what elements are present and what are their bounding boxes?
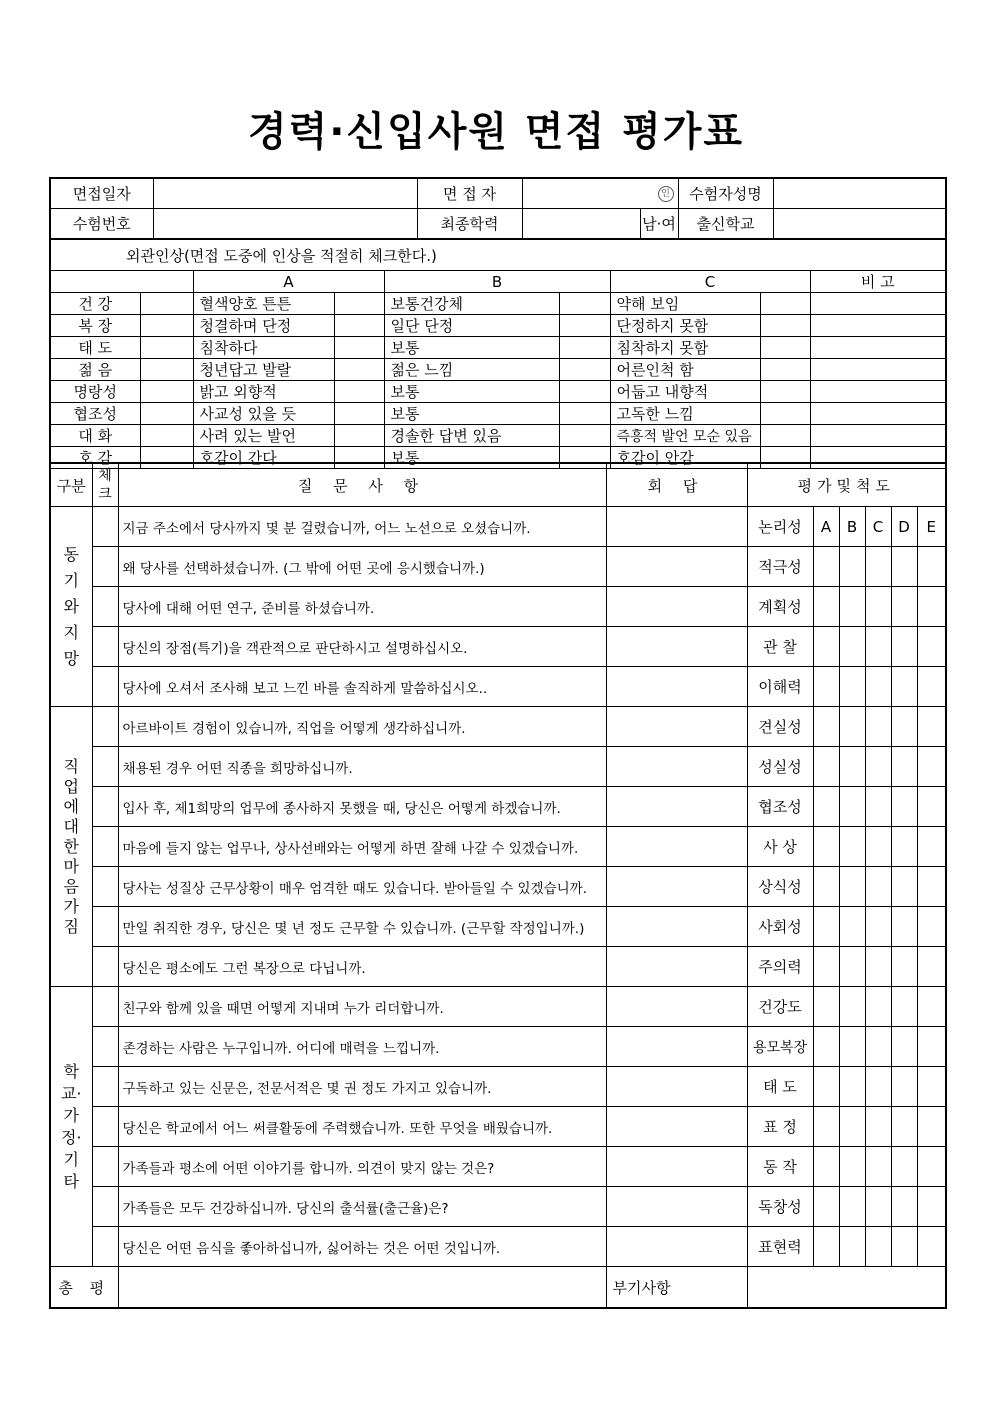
check-a[interactable] — [140, 381, 193, 403]
grade-b[interactable] — [839, 827, 865, 867]
answer-field[interactable] — [606, 1027, 747, 1067]
check-box[interactable] — [92, 1027, 118, 1067]
grade-d[interactable] — [891, 1187, 917, 1227]
grade-c[interactable] — [865, 547, 891, 587]
grade-b[interactable] — [839, 867, 865, 907]
category-cell: 동기와지망 — [50, 507, 92, 707]
appearance-label: 명랑성 — [50, 381, 140, 403]
criterion-label: 이해력 — [747, 667, 813, 707]
answer-field[interactable] — [606, 1187, 747, 1227]
grade-c[interactable] — [865, 667, 891, 707]
check-box[interactable] — [92, 547, 118, 587]
check-a[interactable] — [140, 359, 193, 381]
criterion-label: 계획성 — [747, 587, 813, 627]
question-row — [50, 1227, 946, 1267]
question-row — [50, 507, 946, 547]
appearance-label: 건 강 — [50, 293, 140, 315]
answer-header: 회 답 — [606, 463, 747, 507]
note-field[interactable] — [810, 381, 946, 403]
interviewer-label: 면 접 자 — [417, 178, 522, 209]
criterion-label: 논리성 — [747, 507, 813, 547]
interview-date-field[interactable] — [153, 178, 417, 209]
grade-d[interactable] — [891, 867, 917, 907]
appearance-row — [50, 315, 946, 337]
answer-field[interactable] — [606, 747, 747, 787]
grade-a[interactable] — [813, 627, 839, 667]
question-row — [50, 1147, 946, 1187]
check-box[interactable] — [92, 987, 118, 1027]
question-text: 가족들과 평소에 어떤 이야기를 합니까. 의견이 맞지 않는 것은? — [118, 1147, 606, 1187]
option-b: 일단 단정 — [384, 315, 559, 337]
gender-field[interactable]: 남·여 — [640, 209, 678, 240]
check-box[interactable] — [92, 1147, 118, 1187]
note-check[interactable] — [760, 425, 810, 447]
grade-c[interactable] — [865, 1027, 891, 1067]
question-text: 채용된 경우 어떤 직종을 희망하십니까. — [118, 747, 606, 787]
note-check[interactable] — [760, 337, 810, 359]
grade-d[interactable] — [891, 667, 917, 707]
grade-e[interactable] — [917, 1027, 946, 1067]
note-check[interactable] — [760, 381, 810, 403]
appearance-label: 젊 음 — [50, 359, 140, 381]
option-b: 경솔한 답변 있음 — [384, 425, 559, 447]
option-b: 보통건강체 — [384, 293, 559, 315]
check-c[interactable] — [559, 425, 610, 447]
answer-field[interactable] — [606, 547, 747, 587]
answer-field[interactable] — [606, 667, 747, 707]
grade-a[interactable] — [813, 867, 839, 907]
appearance-label: 대 화 — [50, 425, 140, 447]
seal-icon: 인 — [658, 186, 674, 202]
question-row — [50, 867, 946, 907]
grade-a[interactable] — [813, 947, 839, 987]
grade-e[interactable] — [917, 947, 946, 987]
appearance-table — [49, 239, 947, 469]
grade-d[interactable] — [891, 827, 917, 867]
grade-e[interactable] — [917, 1067, 946, 1107]
answer-field[interactable] — [606, 1107, 747, 1147]
question-row — [50, 947, 946, 987]
answer-field[interactable] — [606, 947, 747, 987]
check-a[interactable] — [140, 425, 193, 447]
question-row — [50, 627, 946, 667]
appearance-label: 협조성 — [50, 403, 140, 425]
grade-c[interactable] — [865, 787, 891, 827]
criterion-label: 상식성 — [747, 867, 813, 907]
grade-a[interactable] — [813, 587, 839, 627]
answer-field[interactable] — [606, 907, 747, 947]
education-field[interactable] — [522, 209, 640, 240]
grade-a[interactable] — [813, 907, 839, 947]
grade-c[interactable] — [865, 867, 891, 907]
grade-a[interactable] — [813, 547, 839, 587]
grade-b[interactable] — [839, 747, 865, 787]
grade-a[interactable] — [813, 987, 839, 1027]
grade-b[interactable] — [839, 1107, 865, 1147]
check-box[interactable] — [92, 507, 118, 547]
criterion-label: 표 정 — [747, 1107, 813, 1147]
appearance-row — [50, 337, 946, 359]
category-cell: 학교·가정·기타 — [50, 987, 92, 1267]
question-text: 친구와 함께 있을 때면 어떻게 지내며 누가 리더합니까. — [118, 987, 606, 1027]
answer-field[interactable] — [606, 627, 747, 667]
remarks-field[interactable] — [747, 1267, 946, 1309]
option-a: 밝고 외향적 — [193, 381, 334, 403]
grade-d[interactable] — [891, 947, 917, 987]
question-row — [50, 707, 946, 747]
grade-a[interactable] — [813, 1067, 839, 1107]
option-c: 즉흥적 발언 모순 있음 — [610, 425, 760, 447]
grade-e[interactable] — [917, 547, 946, 587]
option-a: 혈색양호 튼튼 — [193, 293, 334, 315]
option-b: 보통 — [384, 381, 559, 403]
grade-a[interactable]: A — [813, 507, 839, 547]
question-text: 구독하고 있는 신문은, 전문서적은 몇 권 정도 가지고 있습니까. — [118, 1067, 606, 1107]
check-b[interactable] — [334, 315, 384, 337]
check-c[interactable] — [559, 359, 610, 381]
grade-d[interactable] — [891, 747, 917, 787]
answer-field[interactable] — [606, 787, 747, 827]
grade-b[interactable] — [839, 627, 865, 667]
interview-date-label: 면접일자 — [50, 178, 153, 209]
grade-a[interactable] — [813, 1227, 839, 1267]
criterion-label: 관 찰 — [747, 627, 813, 667]
question-row — [50, 1027, 946, 1067]
grade-c[interactable] — [865, 827, 891, 867]
grade-a[interactable] — [813, 1107, 839, 1147]
grade-b[interactable] — [839, 1227, 865, 1267]
note-header: 비 고 — [810, 271, 946, 293]
option-c: 고독한 느낌 — [610, 403, 760, 425]
grade-a[interactable] — [813, 747, 839, 787]
grade-b[interactable] — [839, 987, 865, 1027]
grade-d[interactable] — [891, 1147, 917, 1187]
grade-c[interactable] — [865, 907, 891, 947]
check-a[interactable] — [140, 403, 193, 425]
check-c[interactable] — [559, 381, 610, 403]
check-b[interactable] — [334, 293, 384, 315]
grade-b[interactable] — [839, 1067, 865, 1107]
option-c: 침착하지 못함 — [610, 337, 760, 359]
note-field[interactable] — [810, 337, 946, 359]
grade-e[interactable] — [917, 987, 946, 1027]
grade-d[interactable] — [891, 587, 917, 627]
grade-b[interactable] — [839, 707, 865, 747]
appearance-label: 복 장 — [50, 315, 140, 337]
check-b[interactable] — [334, 403, 384, 425]
grade-b[interactable] — [839, 947, 865, 987]
answer-field[interactable] — [606, 707, 747, 747]
grade-d[interactable] — [891, 627, 917, 667]
grade-c[interactable] — [865, 747, 891, 787]
check-box[interactable] — [92, 707, 118, 747]
page-title: 경력·신입사원 면접 평가표 — [247, 109, 745, 155]
grade-c[interactable] — [865, 627, 891, 667]
check-box[interactable] — [92, 787, 118, 827]
question-row — [50, 827, 946, 867]
grade-a[interactable] — [813, 787, 839, 827]
grade-b[interactable]: B — [839, 507, 865, 547]
grade-e[interactable] — [917, 1227, 946, 1267]
exam-no-field[interactable] — [153, 209, 417, 240]
grade-b[interactable] — [839, 907, 865, 947]
option-b: 보통 — [384, 337, 559, 359]
questions-table — [49, 462, 947, 1309]
grade-e[interactable] — [917, 1147, 946, 1187]
check-box[interactable] — [92, 627, 118, 667]
question-text: 지금 주소에서 당사까지 몇 분 걸렸습니까, 어느 노선으로 오셨습니까. — [118, 507, 606, 547]
check-box[interactable] — [92, 907, 118, 947]
note-check[interactable] — [760, 293, 810, 315]
grade-a[interactable] — [813, 1147, 839, 1187]
check-c[interactable] — [559, 315, 610, 337]
grade-d[interactable] — [891, 1107, 917, 1147]
answer-field[interactable] — [606, 587, 747, 627]
check-b[interactable] — [334, 425, 384, 447]
option-a: 호감이 간다 — [193, 447, 334, 469]
check-a[interactable] — [140, 337, 193, 359]
check-b[interactable] — [334, 381, 384, 403]
grade-c[interactable] — [865, 987, 891, 1027]
note-check[interactable] — [760, 359, 810, 381]
question-row — [50, 1107, 946, 1147]
check-box[interactable] — [92, 1067, 118, 1107]
grade-c[interactable] — [865, 947, 891, 987]
grade-a[interactable] — [813, 707, 839, 747]
question-text: 만일 취직한 경우, 당신은 몇 년 정도 근무할 수 있습니까. (근무할 작정입니까.) — [118, 907, 606, 947]
option-a: 사교성 있을 듯 — [193, 403, 334, 425]
appearance-label: 호 감 — [50, 447, 140, 469]
grade-e[interactable] — [917, 587, 946, 627]
grade-d[interactable] — [891, 547, 917, 587]
option-a: 침착하다 — [193, 337, 334, 359]
criterion-label: 사회성 — [747, 907, 813, 947]
grade-c[interactable] — [865, 587, 891, 627]
overall-label: 총 평 — [50, 1267, 118, 1309]
grade-c[interactable] — [865, 1227, 891, 1267]
question-text: 당사에 대해 어떤 연구, 준비를 하셨습니까. — [118, 587, 606, 627]
criterion-label: 표현력 — [747, 1227, 813, 1267]
grade-b[interactable] — [839, 1147, 865, 1187]
check-box[interactable] — [92, 1227, 118, 1267]
question-text: 당사에 오셔서 조사해 보고 느낀 바를 솔직하게 말씀하십시오.. — [118, 667, 606, 707]
answer-field[interactable] — [606, 827, 747, 867]
question-row — [50, 987, 946, 1027]
grade-e[interactable] — [917, 1187, 946, 1227]
question-row — [50, 1067, 946, 1107]
grade-d[interactable] — [891, 1027, 917, 1067]
option-a: 청년답고 발랄 — [193, 359, 334, 381]
answer-field[interactable] — [606, 1147, 747, 1187]
grade-e[interactable] — [917, 627, 946, 667]
grade-d[interactable] — [891, 1227, 917, 1267]
grade-b[interactable] — [839, 1027, 865, 1067]
grade-e[interactable] — [917, 787, 946, 827]
col-a-header: A — [193, 271, 384, 293]
note-field[interactable] — [810, 315, 946, 337]
grade-c[interactable] — [865, 1187, 891, 1227]
grade-d[interactable] — [891, 907, 917, 947]
grade-e[interactable] — [917, 1107, 946, 1147]
grade-d[interactable] — [891, 707, 917, 747]
criterion-label: 협조성 — [747, 787, 813, 827]
check-c[interactable] — [559, 403, 610, 425]
option-b: 보통 — [384, 447, 559, 469]
criterion-label: 견실성 — [747, 707, 813, 747]
school-field[interactable] — [773, 209, 946, 240]
check-box[interactable] — [92, 587, 118, 627]
criterion-label: 성실성 — [747, 747, 813, 787]
check-box[interactable] — [92, 947, 118, 987]
question-text: 가족들은 모두 건강하십니까. 당신의 출석률(출근율)은? — [118, 1187, 606, 1227]
check-b[interactable] — [334, 337, 384, 359]
answer-field[interactable] — [606, 1227, 747, 1267]
check-box[interactable] — [92, 827, 118, 867]
grade-a[interactable] — [813, 1187, 839, 1227]
info-table — [49, 177, 947, 240]
grade-b[interactable] — [839, 547, 865, 587]
criterion-label: 용모복장 — [747, 1027, 813, 1067]
answer-field[interactable] — [606, 507, 747, 547]
category-header: 구분 — [50, 463, 92, 507]
col-c-header: C — [610, 271, 810, 293]
grade-c[interactable] — [865, 1107, 891, 1147]
question-text: 당신의 장점(특기)을 객관적으로 판단하시고 설명하십시오. — [118, 627, 606, 667]
grade-d[interactable] — [891, 1067, 917, 1107]
option-b: 젊은 느낌 — [384, 359, 559, 381]
grade-d[interactable] — [891, 787, 917, 827]
question-row — [50, 787, 946, 827]
question-text: 아르바이트 경험이 있습니까, 직업을 어떻게 생각하십니까. — [118, 707, 606, 747]
option-a: 청결하며 단정 — [193, 315, 334, 337]
grade-e[interactable] — [917, 867, 946, 907]
option-a: 사려 있는 발언 — [193, 425, 334, 447]
appearance-row — [50, 381, 946, 403]
check-b[interactable] — [334, 359, 384, 381]
grade-c[interactable] — [865, 707, 891, 747]
criterion-label: 동 작 — [747, 1147, 813, 1187]
appearance-row — [50, 359, 946, 381]
criterion-label: 독창성 — [747, 1187, 813, 1227]
check-c[interactable] — [559, 337, 610, 359]
overall-field[interactable] — [118, 1267, 606, 1309]
question-row — [50, 667, 946, 707]
question-text: 당신은 학교에서 어느 써클활동에 주력했습니까. 또한 무엇을 배웠습니까. — [118, 1107, 606, 1147]
option-c: 어른인척 함 — [610, 359, 760, 381]
education-label: 최종학력 — [417, 209, 522, 240]
note-field[interactable] — [810, 293, 946, 315]
criterion-label: 태 도 — [747, 1067, 813, 1107]
note-field[interactable] — [810, 403, 946, 425]
appearance-heading: 외관인상(면접 도중에 인상을 적절히 체크한다.) — [50, 240, 946, 271]
question-text: 당신은 평소에도 그런 복장으로 다닙니까. — [118, 947, 606, 987]
question-text: 왜 당사를 선택하셨습니까. (그 밖에 어떤 곳에 응시했습니까.) — [118, 547, 606, 587]
grade-a[interactable] — [813, 667, 839, 707]
appearance-label: 태 도 — [50, 337, 140, 359]
exam-no-label: 수험번호 — [50, 209, 153, 240]
criterion-label: 적극성 — [747, 547, 813, 587]
check-box[interactable] — [92, 747, 118, 787]
answer-field[interactable] — [606, 1067, 747, 1107]
grade-b[interactable] — [839, 1187, 865, 1227]
grade-b[interactable] — [839, 587, 865, 627]
question-row — [50, 587, 946, 627]
grade-e[interactable] — [917, 747, 946, 787]
check-box[interactable] — [92, 1107, 118, 1147]
appearance-row — [50, 403, 946, 425]
appearance-row — [50, 293, 946, 315]
question-row — [50, 907, 946, 947]
grade-b[interactable] — [839, 667, 865, 707]
grade-b[interactable] — [839, 787, 865, 827]
check-c[interactable] — [559, 293, 610, 315]
remarks-label: 부기사항 — [606, 1267, 747, 1309]
option-c: 약해 보임 — [610, 293, 760, 315]
question-row — [50, 547, 946, 587]
note-field[interactable] — [810, 425, 946, 447]
question-text: 입사 후, 제1희망의 업무에 종사하지 못했을 때, 당신은 어떻게 하겠습니까. — [118, 787, 606, 827]
note-field[interactable] — [810, 359, 946, 381]
appearance-row — [50, 425, 946, 447]
grade-d[interactable] — [891, 987, 917, 1027]
grade-a[interactable] — [813, 827, 839, 867]
grade-e[interactable] — [917, 827, 946, 867]
check-box[interactable] — [92, 667, 118, 707]
question-row — [50, 1187, 946, 1227]
check-header: 체크 — [92, 463, 118, 507]
criterion-label: 주의력 — [747, 947, 813, 987]
question-text: 당사는 성질상 근무상황이 매우 엄격한 때도 있습니다. 받아들일 수 있겠습니까. — [118, 867, 606, 907]
check-a[interactable] — [140, 315, 193, 337]
grade-e[interactable]: E — [917, 507, 946, 547]
grade-e[interactable] — [917, 707, 946, 747]
option-b: 보통 — [384, 403, 559, 425]
answer-field[interactable] — [606, 987, 747, 1027]
school-label: 출신학교 — [678, 209, 773, 240]
question-text: 당신은 어떤 음식을 좋아하십니까, 싫어하는 것은 어떤 것입니까. — [118, 1227, 606, 1267]
check-a[interactable] — [140, 293, 193, 315]
answer-field[interactable] — [606, 867, 747, 907]
note-check[interactable] — [760, 403, 810, 425]
evaluation-header: 평가및척도 — [747, 463, 946, 507]
check-box[interactable] — [92, 867, 118, 907]
grade-e[interactable] — [917, 667, 946, 707]
grade-c[interactable] — [865, 1147, 891, 1187]
note-check[interactable] — [760, 315, 810, 337]
interviewer-field[interactable] — [522, 178, 678, 209]
candidate-name-label: 수험자성명 — [678, 178, 773, 209]
col-b-header: B — [384, 271, 610, 293]
question-text: 마음에 들지 않는 업무나, 상사선배와는 어떻게 하면 잘해 나갈 수 있겠습니까. — [118, 827, 606, 867]
grade-c[interactable] — [865, 1067, 891, 1107]
criterion-label: 사 상 — [747, 827, 813, 867]
grade-a[interactable] — [813, 1027, 839, 1067]
category-cell: 직업에대한마음가짐 — [50, 707, 92, 987]
check-box[interactable] — [92, 1187, 118, 1227]
grade-d[interactable]: D — [891, 507, 917, 547]
question-text: 존경하는 사람은 누구입니까. 어디에 매력을 느낍니까. — [118, 1027, 606, 1067]
grade-c[interactable]: C — [865, 507, 891, 547]
option-c: 어둡고 내향적 — [610, 381, 760, 403]
option-c: 호감이 안감 — [610, 447, 760, 469]
candidate-name-field[interactable] — [773, 178, 946, 209]
grade-e[interactable] — [917, 907, 946, 947]
question-row — [50, 747, 946, 787]
question-header: 질 문 사 항 — [118, 463, 606, 507]
criterion-label: 건강도 — [747, 987, 813, 1027]
option-c: 단정하지 못함 — [610, 315, 760, 337]
